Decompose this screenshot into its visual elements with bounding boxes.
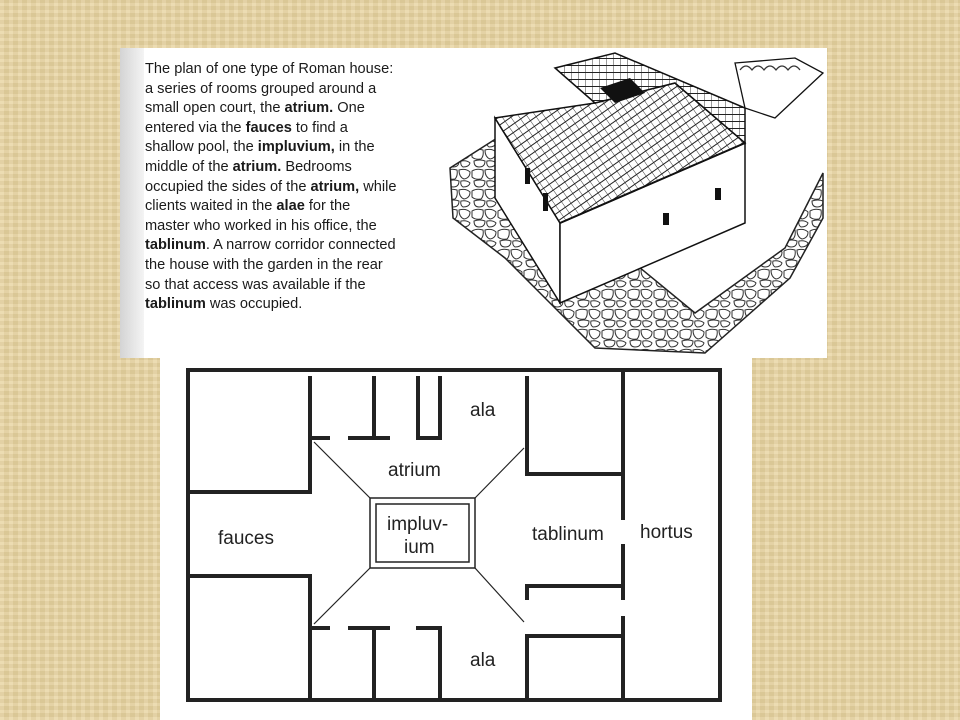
caption-segment: master who worked in his office, the — [145, 217, 377, 234]
label-ala-top: ala — [470, 400, 496, 421]
tablinum-wall-top — [527, 378, 620, 474]
caption-line — [145, 80, 435, 100]
caption-segment: clients waited in the — [145, 198, 277, 215]
label-hortus: hortus — [640, 522, 693, 543]
caption-term: atrium, — [310, 178, 360, 195]
caption-term: impluvium, — [257, 139, 335, 156]
house-window — [663, 213, 669, 225]
caption-line — [145, 138, 435, 158]
floor-plan-panel — [160, 358, 752, 720]
caption-segment: for the — [304, 198, 351, 215]
caption-segment: small open court, the — [145, 100, 285, 117]
caption-text — [145, 60, 435, 315]
atrium-diagonal — [475, 448, 524, 498]
caption-term: fauces — [245, 119, 292, 136]
label-impluvium-2: ium — [404, 537, 435, 558]
atrium-diagonal — [314, 442, 370, 498]
caption-line — [145, 60, 435, 80]
caption-segment: was occupied. — [205, 296, 303, 313]
caption-line — [145, 99, 435, 119]
house-window — [543, 193, 548, 211]
illustration-panel — [120, 48, 827, 358]
label-atrium: atrium — [388, 460, 441, 481]
atrium-bottom-wall — [310, 628, 440, 698]
atrium-top-wall — [310, 378, 440, 438]
caption-line — [145, 295, 435, 315]
caption-term: atrium. — [284, 100, 334, 117]
left-lower-room-wall — [190, 576, 310, 628]
tablinum-wall-bottom — [527, 586, 620, 698]
label-ala-bottom: ala — [470, 650, 496, 671]
house-window — [715, 188, 721, 200]
page-edge-shadow — [120, 48, 144, 358]
caption-segment: a series of rooms grouped around a — [145, 80, 377, 97]
caption-segment: One — [333, 100, 365, 117]
caption-segment: the house with the garden in the rear — [145, 256, 383, 273]
caption-segment: middle of the — [145, 158, 233, 175]
caption-line — [145, 119, 435, 139]
caption-line — [145, 236, 435, 256]
left-upper-room-wall — [190, 438, 310, 492]
caption-line — [145, 197, 435, 217]
atrium-diagonal — [475, 568, 524, 622]
atrium-diagonal — [314, 568, 370, 624]
caption-segment: Bedrooms — [281, 158, 352, 175]
label-fauces: fauces — [218, 528, 274, 549]
floor-plan — [160, 358, 752, 720]
caption-line — [145, 217, 435, 237]
caption-segment: to find a — [291, 119, 348, 136]
caption-line — [145, 256, 435, 276]
label-tablinum: tablinum — [532, 524, 604, 545]
caption-term: alae — [276, 198, 305, 215]
caption-segment: entered via the — [145, 119, 246, 136]
roman-house-illustration — [445, 48, 827, 358]
caption-term: atrium. — [232, 158, 282, 175]
caption-segment: . A narrow corridor connected — [205, 237, 396, 254]
caption-line — [145, 178, 435, 198]
caption-segment: occupied the sides of the — [145, 178, 311, 195]
caption-segment: The plan of one type of Roman house: — [145, 61, 394, 77]
caption-segment: while — [359, 178, 397, 195]
caption-segment: in the — [334, 139, 375, 156]
caption-line — [145, 276, 435, 296]
caption-segment: shallow pool, the — [145, 139, 258, 156]
caption-term: tablinum — [145, 237, 206, 254]
caption-segment: so that access was available if the — [145, 276, 366, 293]
house-window — [525, 168, 530, 184]
caption-line — [145, 158, 435, 178]
caption-term: tablinum — [145, 296, 206, 313]
label-impluvium-1: impluv- — [387, 514, 449, 535]
